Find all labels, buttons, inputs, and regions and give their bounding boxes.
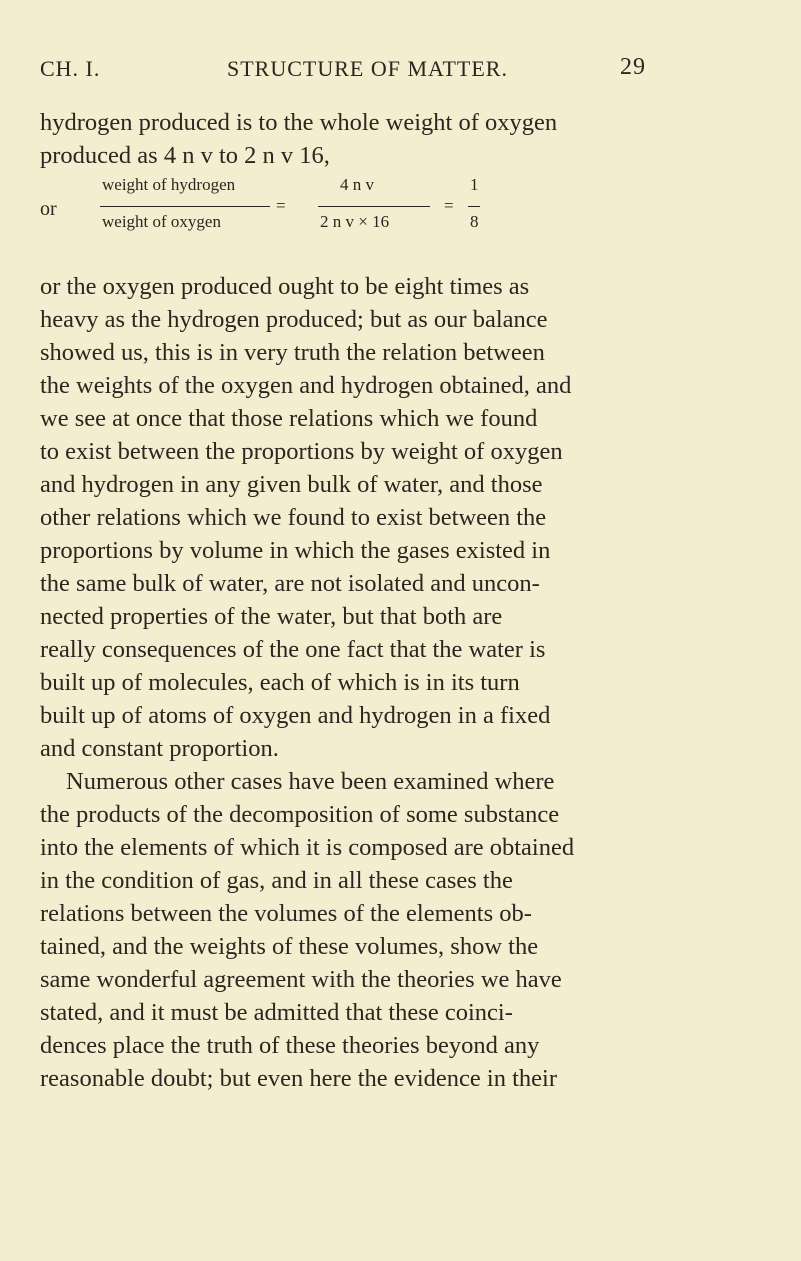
text-line: and constant proportion. — [40, 735, 279, 762]
text-line: showed us, this is in very truth the relation between — [40, 339, 545, 366]
formula-prefix: or — [40, 198, 57, 220]
text-line: dences place the truth of these theories beyond any — [40, 1032, 540, 1059]
page-title: STRUCTURE OF MATTER. — [227, 56, 508, 81]
page-number: 29 — [620, 54, 646, 80]
text-line: in the condition of gas, and in all these cases the — [40, 867, 513, 894]
formula-right-denominator: 8 — [470, 212, 479, 231]
text-line: and hydrogen in any given bulk of water, and those — [40, 471, 543, 498]
text-line: relations between the volumes of the elements ob- — [40, 900, 532, 927]
formula-equals: = — [276, 196, 286, 215]
text-line: other relations which we found to exist between the — [40, 504, 547, 531]
text-line: heavy as the hydrogen produced; but as our balance — [40, 306, 548, 333]
text-line: built up of atoms of oxygen and hydrogen in a fixed — [40, 702, 551, 729]
text-line: stated, and it must be admitted that these coinci- — [40, 999, 513, 1026]
text-line: tained, and the weights of these volumes, show the — [40, 933, 539, 960]
text-line: produced as 4 n v to 2 n v 16, — [40, 142, 330, 169]
text-line: built up of molecules, each of which is in its turn — [40, 669, 520, 696]
fraction-bar — [100, 206, 270, 207]
ratio-formula — [40, 170, 760, 250]
text-line: the products of the decomposition of some substance — [40, 801, 560, 828]
text-line: into the elements of which it is composed are obtained — [40, 834, 575, 861]
fraction-bar — [468, 206, 480, 207]
text-line: same wonderful agreement with the theories we have — [40, 966, 562, 993]
text-line: proportions by volume in which the gases existed in — [40, 537, 551, 564]
formula-left-numerator: weight of hydrogen — [102, 175, 236, 194]
text-line: the weights of the oxygen and hydrogen obtained, and — [40, 372, 572, 399]
formula-mid-numerator: 4 n v — [340, 175, 374, 194]
fraction-bar — [318, 206, 430, 207]
chapter-label: CH. I. — [40, 56, 101, 81]
text-line: hydrogen produced is to the whole weight of oxygen — [40, 109, 558, 136]
formula-equals: = — [444, 196, 454, 215]
paragraph-first-line: Numerous other cases have been examined where — [66, 768, 555, 795]
text-line: reasonable doubt; but even here the evidence in their — [40, 1065, 558, 1092]
formula-right-numerator: 1 — [470, 175, 479, 194]
text-line: the same bulk of water, are not isolated and uncon- — [40, 570, 540, 597]
text-line: or the oxygen produced ought to be eight times as — [40, 273, 530, 300]
text-line: we see at once that those relations which we found — [40, 405, 538, 432]
text-line: to exist between the proportions by weight of oxygen — [40, 438, 563, 465]
running-head — [40, 56, 740, 86]
text-line: really consequences of the one fact that the water is — [40, 636, 546, 663]
formula-left-denominator: weight of oxygen — [102, 212, 221, 231]
formula-mid-denominator: 2 n v × 16 — [320, 212, 390, 231]
text-line: nected properties of the water, but that both are — [40, 603, 503, 630]
